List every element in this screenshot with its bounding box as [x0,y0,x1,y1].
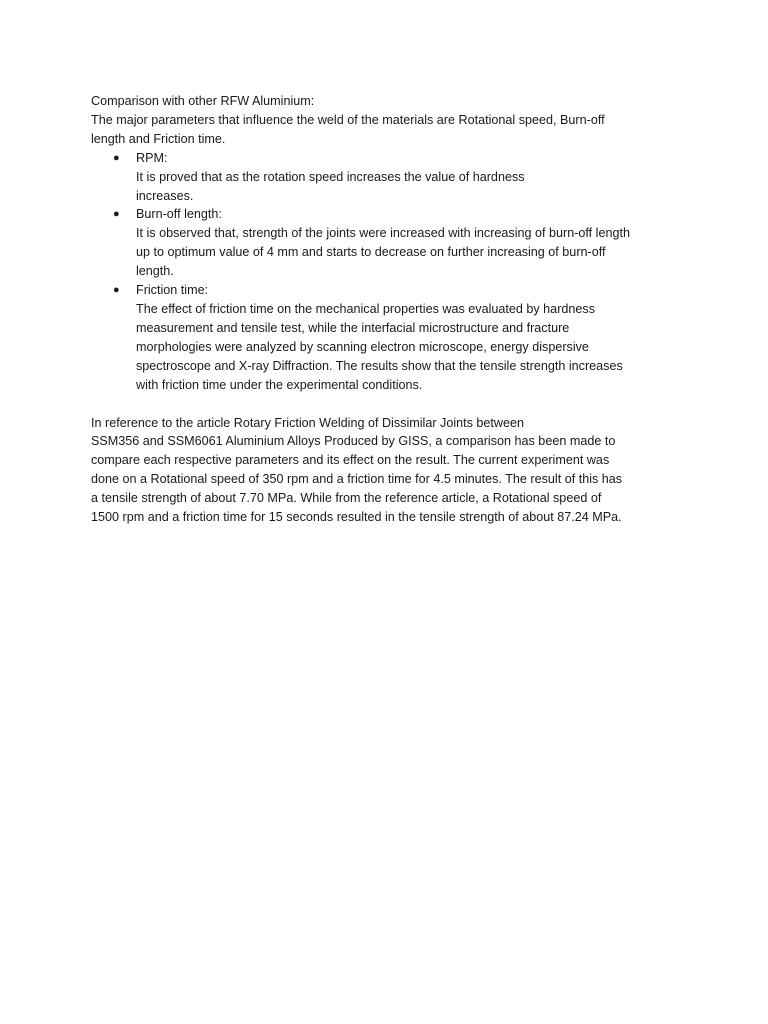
section-heading: Comparison with other RFW Aluminium: [91,94,315,108]
paragraph-spacer [91,395,691,414]
list-item-text: increases. [136,188,194,203]
parameter-list [91,149,691,395]
bullet-icon: ● [113,208,120,221]
list-item-title: Burn-off length: [136,207,222,222]
intro-line: length and Friction time. [91,131,226,146]
bullet-icon: ● [113,284,120,297]
reference-line: a tensile strength of about 7.70 MPa. While from the reference article, a Rotational speed of [91,491,602,506]
reference-line: 1500 rpm and a friction time for 15 seconds resulted in the tensile strength of about 87.24 MPa. [91,510,622,525]
bullet-icon: ● [113,151,120,164]
list-item-friction-time [91,281,691,394]
reference-line: SSM356 and SSM6061 Aluminium Alloys Produced by GISS, a comparison has been made to [91,434,616,449]
list-item-text: morphologies were analyzed by scanning electron microscope, energy dispersive [136,339,589,354]
list-item-text: length. [136,264,174,279]
list-item-burn-off-length [91,205,691,281]
list-item-text: It is observed that, strength of the joints were increased with increasing of burn-off length [136,226,630,241]
list-item-rpm [91,149,691,206]
reference-line: compare each respective parameters and its effect on the result. The current experiment was [91,453,610,468]
list-item-text: It is proved that as the rotation speed increases the value of hardness [136,169,525,184]
list-item-text: The effect of friction time on the mechanical properties was evaluated by hardness [136,301,595,316]
list-item-text: spectroscope and X-ray Diffraction. The results show that the tensile strength increases [136,358,623,373]
document-body [91,92,691,527]
list-item-text: with friction time under the experimental conditions. [136,377,423,392]
list-item-text: up to optimum value of 4 mm and starts to decrease on further increasing of burn-off [136,245,606,260]
list-item-text: measurement and tensile test, while the interfacial microstructure and fracture [136,320,570,335]
reference-paragraph [91,414,691,527]
list-item-title: RPM: [136,150,168,165]
reference-line: done on a Rotational speed of 350 rpm and a friction time for 4.5 minutes. The result of this has [91,472,623,487]
list-item-title: Friction time: [136,283,209,298]
reference-line: In reference to the article Rotary Friction Welding of Dissimilar Joints between [91,415,525,430]
intro-line: The major parameters that influence the weld of the materials are Rotational speed, Burn-off [91,112,605,127]
